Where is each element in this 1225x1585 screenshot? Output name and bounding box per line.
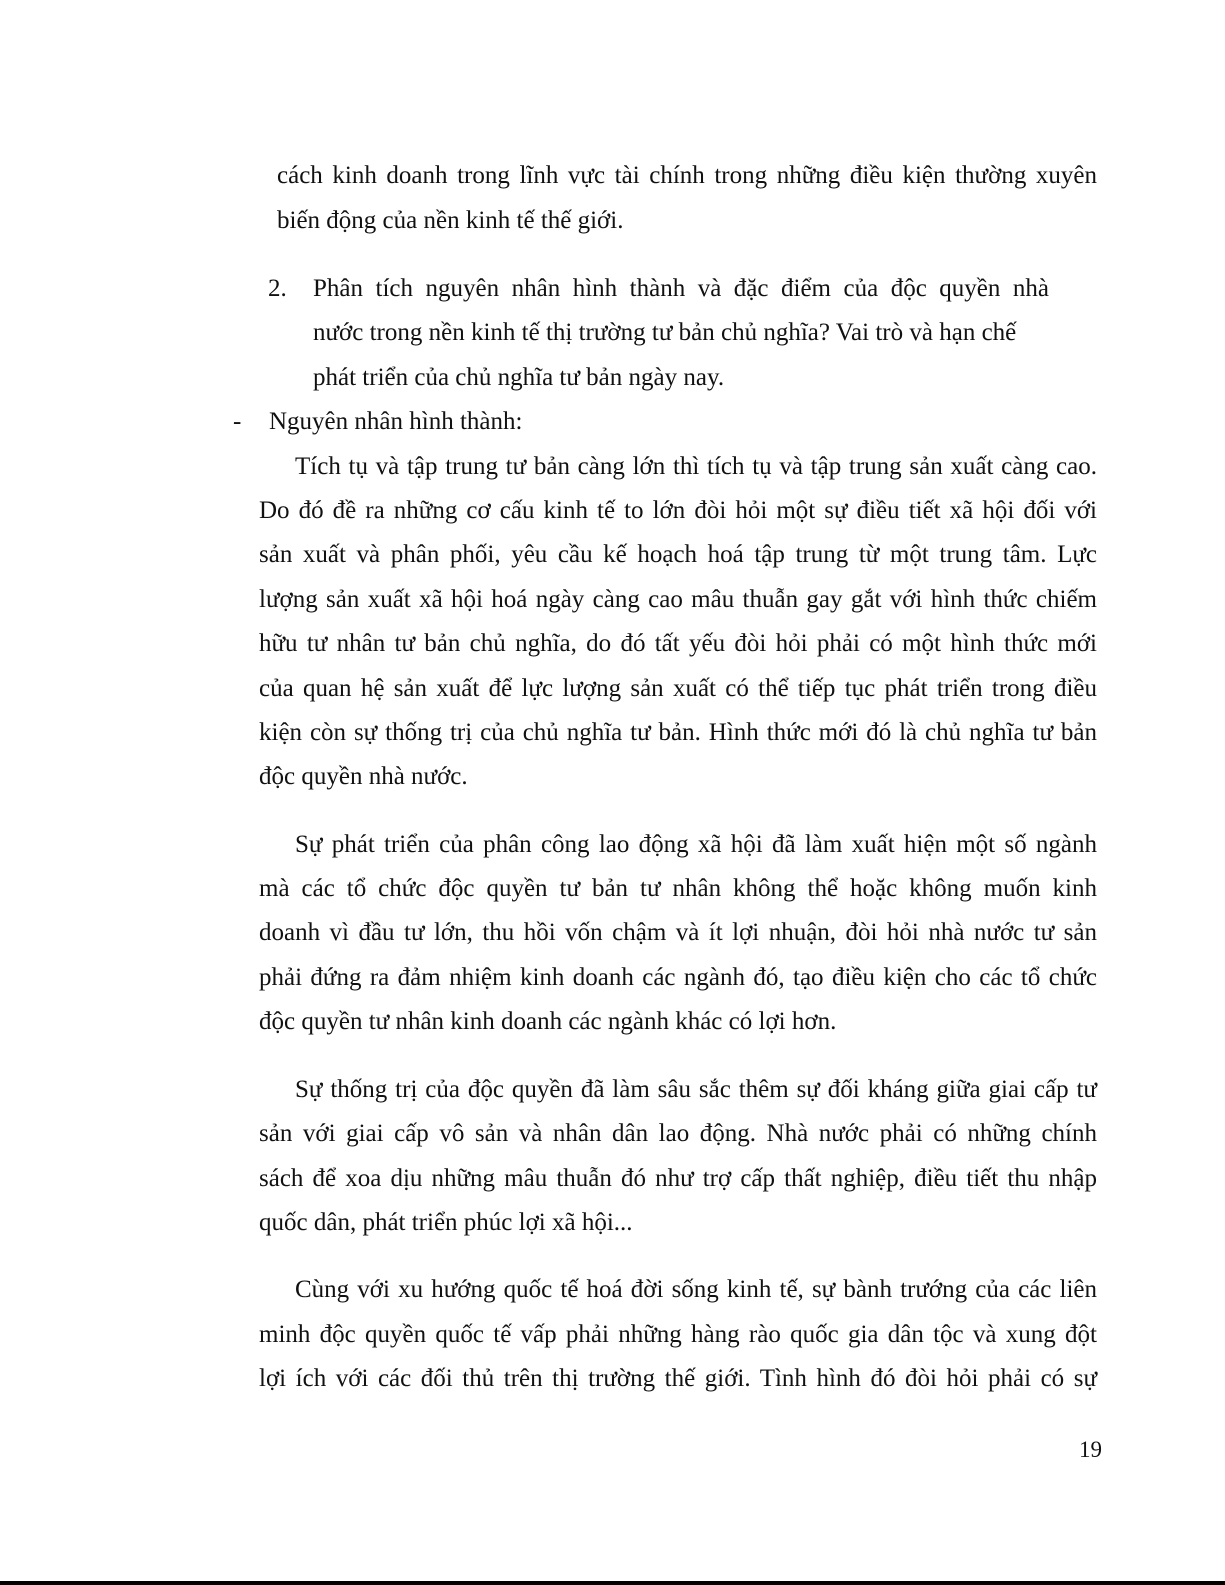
- paragraph-line: phải đứng ra đảm nhiệm kinh doanh các ngành đó, tạo điều kiện cho các tổ chức: [259, 964, 1097, 991]
- bullet-marker: -: [233, 408, 242, 435]
- question-line: phát triển của chủ nghĩa tư bản ngày nay.: [313, 364, 725, 391]
- paragraph-line: sản xuất và phân phối, yêu cầu kế hoạch hoá tập trung từ một trung tâm. Lực: [259, 541, 1097, 568]
- paragraph-line: của quan hệ sản xuất để lực lượng sản xuất có thể tiếp tục phát triển trong điều: [259, 675, 1097, 702]
- continuation-line: biến động của nền kinh tế thế giới.: [277, 207, 624, 234]
- paragraph-line: sách để xoa dịu những mâu thuẫn đó như trợ cấp thất nghiệp, điều tiết thu nhập: [259, 1165, 1097, 1192]
- question-line: nước trong nền kinh tế thị trường tư bản chủ nghĩa? Vai trò và hạn chế: [313, 319, 1017, 346]
- paragraph-line: hữu tư nhân tư bản chủ nghĩa, do đó tất yếu đòi hỏi phải có một hình thức mới: [259, 630, 1097, 657]
- paragraph-line: kiện còn sự thống trị của chủ nghĩa tư bản. Hình thức mới đó là chủ nghĩa tư bản: [259, 719, 1097, 746]
- paragraph-line: doanh vì đầu tư lớn, thu hồi vốn chậm và ít lợi nhuận, đòi hỏi nhà nước tư sản: [259, 919, 1097, 946]
- paragraph-line: sản với giai cấp vô sản và nhân dân lao động. Nhà nước phải có những chính: [259, 1120, 1097, 1147]
- page-number: 19: [1079, 1437, 1102, 1462]
- continuation-line: cách kinh doanh trong lĩnh vực tài chính trong những điều kiện thường xuyên: [277, 162, 1097, 189]
- paragraph-line: Cùng với xu hướng quốc tế hoá đời sống kinh tế, sự bành trướng của các liên: [295, 1276, 1097, 1303]
- paragraph-line: Sự thống trị của độc quyền đã làm sâu sắc thêm sự đối kháng giữa giai cấp tư: [295, 1076, 1097, 1103]
- paragraph-line: độc quyền nhà nước.: [259, 763, 468, 790]
- question-line: Phân tích nguyên nhân hình thành và đặc điểm của độc quyền nhà: [313, 275, 1049, 302]
- question-number: 2.: [268, 275, 287, 302]
- paragraph-line: Sự phát triển của phân công lao động xã hội đã làm xuất hiện một số ngành: [295, 831, 1097, 858]
- paragraph-line: Do đó đề ra những cơ cấu kinh tế to lớn đòi hỏi một sự điều tiết xã hội đối với: [259, 497, 1097, 524]
- bottom-edge: [0, 1581, 1225, 1585]
- paragraph-line: Tích tụ và tập trung tư bản càng lớn thì tích tụ và tập trung sản xuất càng cao.: [295, 453, 1097, 480]
- paragraph-line: quốc dân, phát triển phúc lợi xã hội...: [259, 1209, 633, 1236]
- paragraph-line: lợi ích với các đối thủ trên thị trường thế giới. Tình hình đó đòi hỏi phải có sự: [259, 1365, 1097, 1392]
- bullet-text: Nguyên nhân hình thành:: [269, 408, 523, 435]
- paragraph-line: lượng sản xuất xã hội hoá ngày càng cao mâu thuẫn gay gắt với hình thức chiếm: [259, 586, 1097, 613]
- paragraph-line: độc quyền tư nhân kinh doanh các ngành khác có lợi hơn.: [259, 1008, 837, 1035]
- paragraph-line: mà các tổ chức độc quyền tư bản tư nhân không thể hoặc không muốn kinh: [259, 875, 1097, 902]
- paragraph-line: minh độc quyền quốc tế vấp phải những hàng rào quốc gia dân tộc và xung đột: [259, 1321, 1097, 1348]
